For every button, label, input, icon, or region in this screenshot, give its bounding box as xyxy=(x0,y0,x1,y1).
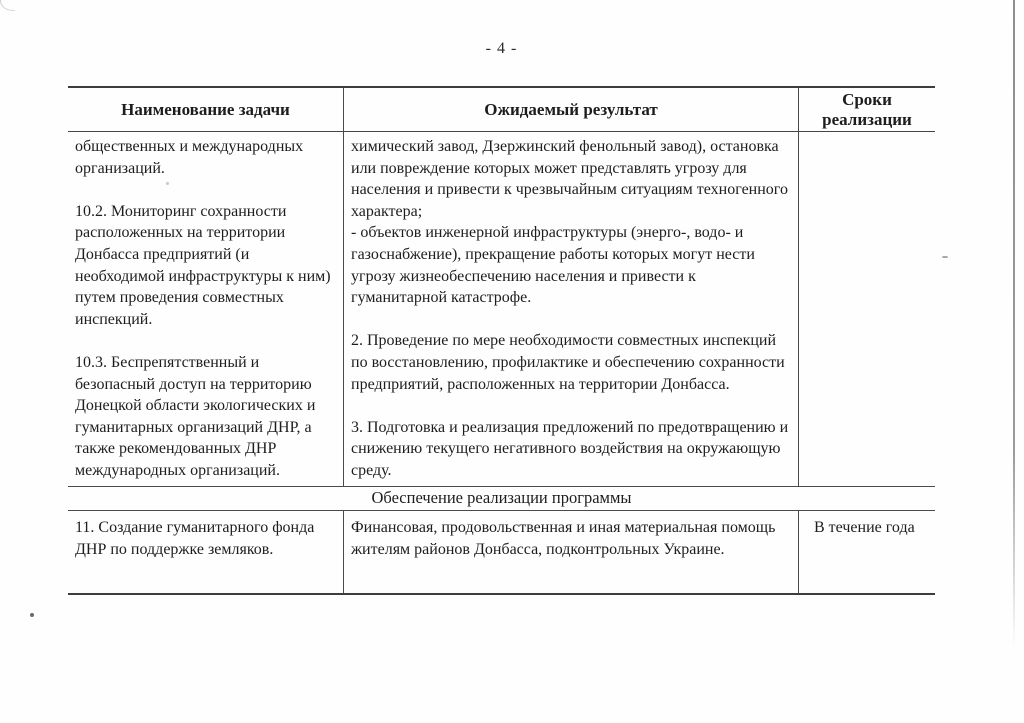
section-heading-row xyxy=(68,487,935,511)
header-cell-task: Наименование задачи xyxy=(121,99,290,119)
deadline-text: В течение года xyxy=(814,519,915,536)
cell-deadline-11 xyxy=(798,511,935,593)
scan-page-edge-line xyxy=(1013,0,1015,648)
scan-speck xyxy=(166,182,169,185)
cell-task-main xyxy=(68,132,343,486)
task-paragraph: 10.3. Беспрепятственный и безопасный доступ на территорию Донецкой области экологических и гуманитарных организаций ДНР, а также рекомендованных ДНР международных организаций. xyxy=(75,353,316,479)
cell-deadline-main xyxy=(798,132,935,486)
cell-result-11 xyxy=(343,511,798,593)
result-paragraph: химический завод, Дзержинский фенольный завод), остановка или повреждение которых может представлять угрозу для населения и привести к чрезвычайным ситуациям техногенного характера; xyxy=(351,138,788,220)
cell-result-main xyxy=(343,132,798,486)
scan-speck xyxy=(30,613,34,617)
result-paragraph: - объектов инженерной инфраструктуры (энерго-, водо- и газоснабжение), прекращение работы которых могут нести угрозу жизнеобеспечению населения и привести к гуманитарной катастрофе. xyxy=(351,224,755,307)
result-paragraph: 2. Проведение по мере необходимости совместных инспекций по восстановлению, профилактике и обеспечению сохранности предприятий, расположенных на территории Донбасса. xyxy=(351,332,785,393)
task-paragraph: общественных и международных организаций. xyxy=(75,138,304,177)
result-paragraph: Финансовая, продовольственная и иная материальная помощь жителям районов Донбасса, подконтрольных Украине. xyxy=(351,519,776,558)
table-row-11 xyxy=(68,511,935,595)
task-paragraph: 10.2. Мониторинг сохранности расположенных на территории Донбасса предприятий (и необходимой инфраструктуры к ним) путем проведения совместных инспекций. xyxy=(75,202,331,328)
section-heading: Обеспечение реализации программы xyxy=(371,488,632,507)
table-header-row xyxy=(68,86,935,132)
page-number: - 4 - xyxy=(485,40,518,57)
scan-speck xyxy=(0,0,15,11)
scan-speck xyxy=(942,256,948,258)
header-cell-deadline: Сроки реализации xyxy=(798,88,935,131)
table-row-main xyxy=(68,132,935,487)
task-paragraph: 11. Создание гуманитарного фонда ДНР по поддержке земляков. xyxy=(75,519,315,558)
cell-task-11 xyxy=(68,511,343,593)
result-paragraph: 3. Подготовка и реализация предложений по предотвращению и снижению текущего негативного воздействия на окружающую среду. xyxy=(351,418,789,479)
program-table xyxy=(68,86,935,595)
header-cell-result: Ожидаемый результат xyxy=(343,88,798,131)
